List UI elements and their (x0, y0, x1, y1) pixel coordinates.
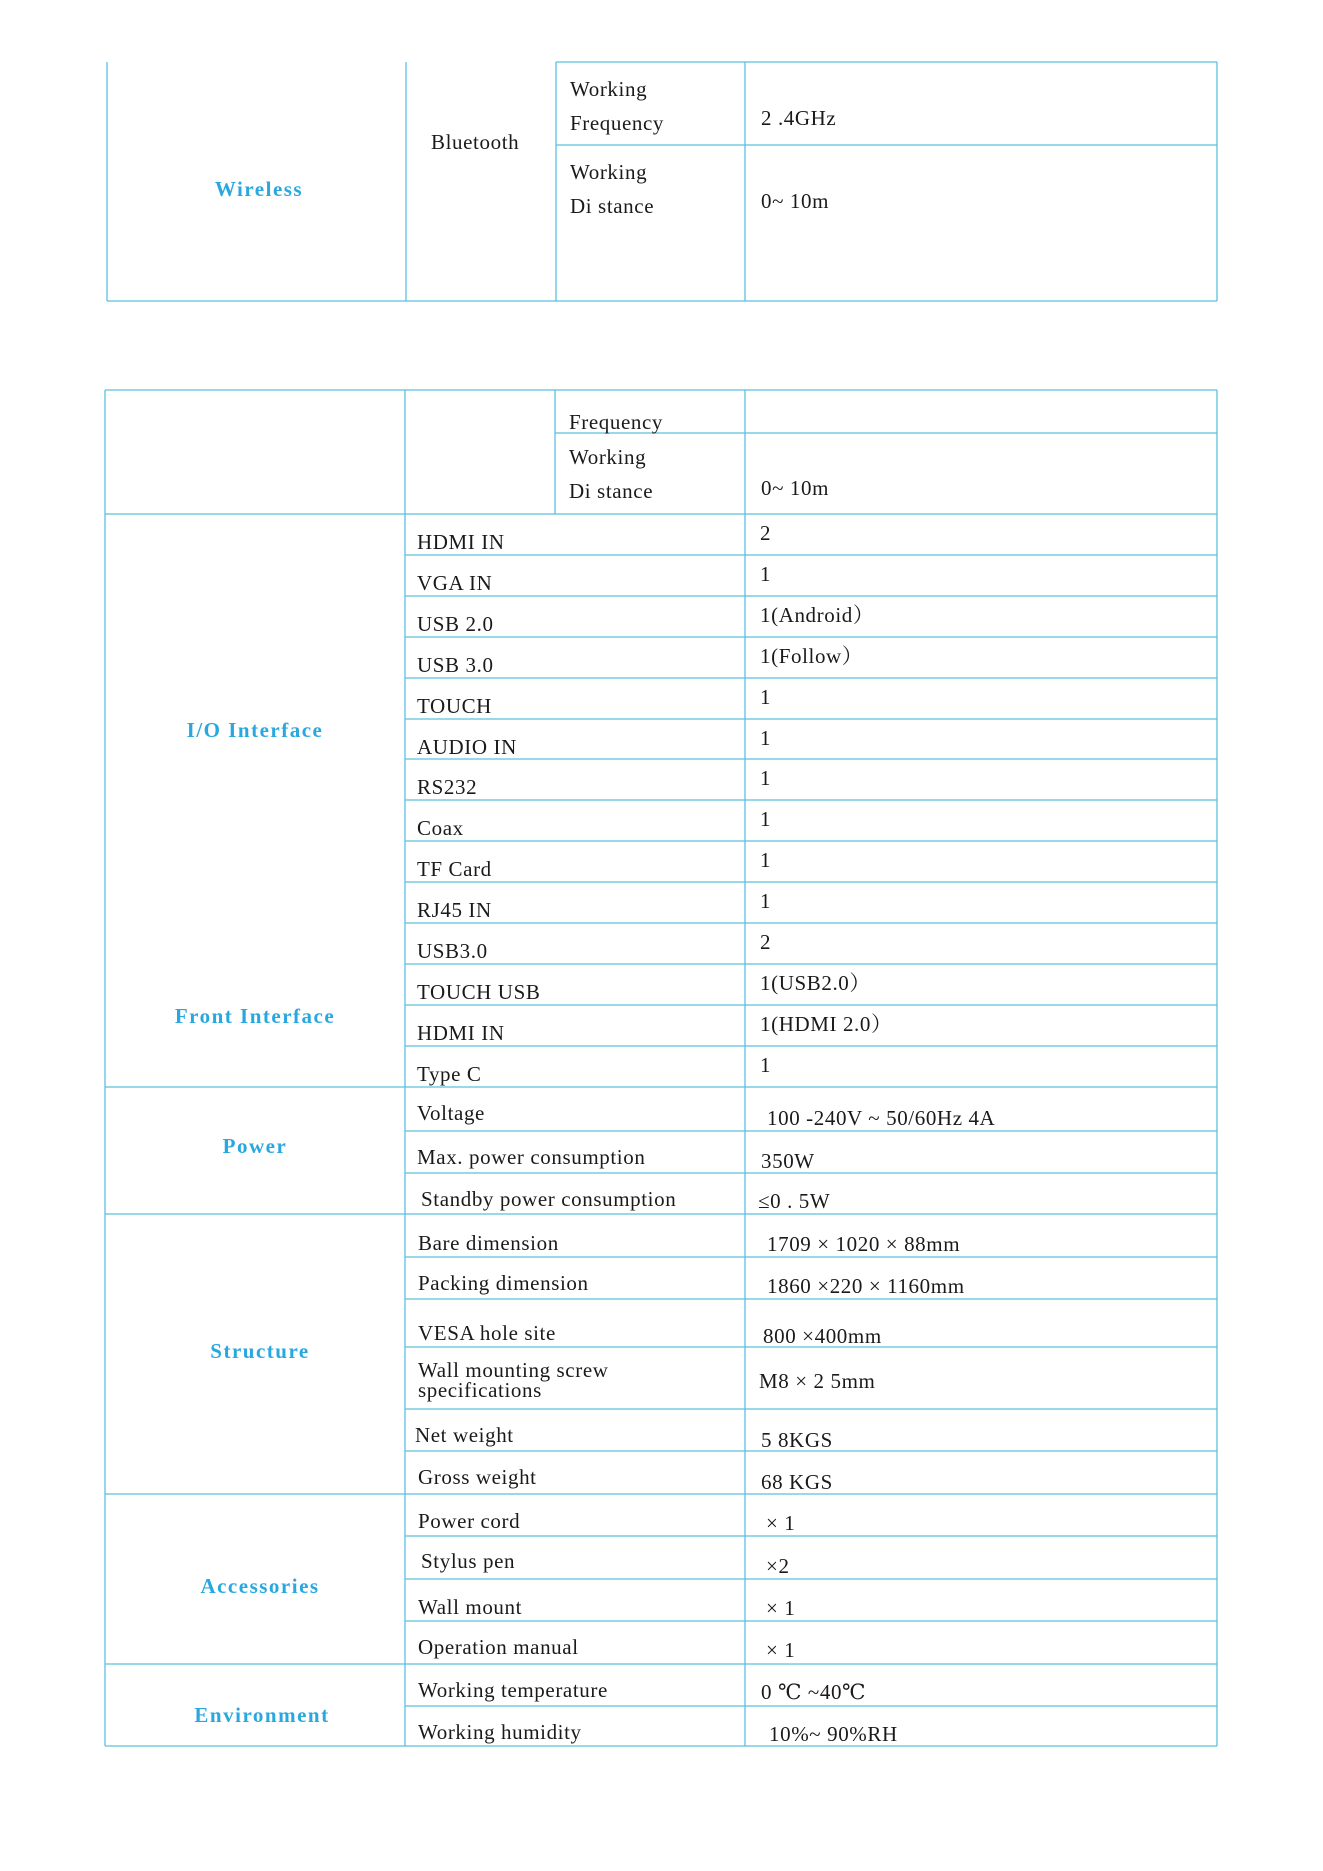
io-row-label: TF Card (417, 857, 492, 881)
wireless-cont-distance-label: Working Di stance (569, 445, 654, 503)
front-row-label: USB3.0 (417, 939, 488, 963)
structure-row-label: Net weight (415, 1423, 514, 1447)
accessories-row-value: × 1 (766, 1511, 796, 1535)
io-row-label: TOUCH (417, 694, 492, 718)
power-row-value: 350W (761, 1149, 815, 1173)
accessories-row-value: × 1 (766, 1596, 796, 1620)
io-row-label: VGA IN (417, 571, 493, 595)
io-row-label: Coax (417, 816, 464, 840)
io-row-label: USB 3.0 (417, 653, 494, 677)
category-accessories: Accessories (200, 1574, 320, 1598)
structure-row-label: Gross weight (418, 1465, 537, 1489)
accessories-row-value: ×2 (766, 1554, 790, 1578)
environment-row-label: Working temperature (418, 1678, 608, 1702)
io-row-value: 1 (760, 848, 772, 872)
wireless-frequency-value: 2 .4GHz (761, 106, 837, 130)
wireless-cont-distance-value: 0~ 10m (761, 476, 830, 500)
io-row-value: 1 (760, 889, 772, 913)
category-power: Power (222, 1134, 288, 1158)
front-row-value: 2 (760, 930, 772, 954)
io-row-label: RJ45 IN (417, 898, 492, 922)
io-row-value: 1(Follow） (760, 644, 864, 668)
accessories-row-value: × 1 (766, 1638, 796, 1662)
accessories-row-label: Power cord (418, 1509, 521, 1533)
io-row-value: 1 (760, 807, 772, 831)
power-row-label: Standby power consumption (421, 1187, 677, 1211)
power-row-label: Max. power consumption (417, 1145, 646, 1169)
category-wireless: Wireless (214, 177, 304, 201)
front-row-label: HDMI IN (417, 1021, 505, 1045)
accessories-row-label: Operation manual (418, 1635, 579, 1659)
accessories-row-label: Wall mount (418, 1595, 523, 1619)
structure-row-value: 1709 × 1020 × 88mm (767, 1232, 961, 1256)
structure-row-label: Bare dimension (418, 1231, 559, 1255)
wireless-cont-frequency-label: Frequency (569, 410, 664, 434)
structure-row-label: Wall mounting screw specifications (418, 1358, 609, 1402)
environment-row-value: 10%~ 90%RH (769, 1722, 898, 1746)
wireless-distance-value: 0~ 10m (761, 189, 830, 213)
io-row-value: 1 (760, 726, 772, 750)
structure-row-value: 800 ×400mm (763, 1324, 882, 1348)
accessories-row-label: Stylus pen (421, 1549, 516, 1573)
front-row-label: TOUCH USB (417, 980, 541, 1004)
structure-row-label: Packing dimension (418, 1271, 589, 1295)
structure-row-value: M8 × 2 5mm (759, 1369, 876, 1393)
category-io-interface: I/O Interface (186, 718, 324, 742)
front-row-value: 1(USB2.0） (760, 971, 871, 995)
category-environment: Environment (194, 1703, 330, 1727)
io-row-value: 1 (760, 562, 772, 586)
front-row-value: 1 (760, 1053, 772, 1077)
wireless-distance-label: Working Di stance (570, 160, 655, 218)
io-row-label: USB 2.0 (417, 612, 494, 636)
environment-row-label: Working humidity (418, 1720, 582, 1744)
structure-row-label: VESA hole site (418, 1321, 556, 1345)
front-row-value: 1(HDMI 2.0） (760, 1012, 893, 1036)
io-row-value: 2 (760, 521, 772, 545)
io-row-label: HDMI IN (417, 530, 505, 554)
environment-row-value: 0 ℃ ~40℃ (761, 1680, 867, 1704)
io-row-value: 1 (760, 766, 772, 790)
subcategory-bluetooth: Bluetooth (431, 130, 520, 154)
io-row-value: 1(Android） (760, 603, 875, 627)
io-row-value: 1 (760, 685, 772, 709)
front-row-label: Type C (417, 1062, 482, 1086)
wireless-frequency-label: Working Frequency (570, 77, 665, 135)
power-row-value: 100 -240V ~ 50/60Hz 4A (767, 1106, 996, 1130)
category-front-interface: Front Interface (174, 1004, 336, 1028)
category-structure: Structure (210, 1339, 310, 1363)
power-row-value: ≤0 . 5W (758, 1189, 831, 1213)
power-row-label: Voltage (417, 1101, 485, 1125)
structure-row-value: 68 KGS (761, 1470, 833, 1494)
io-row-label: RS232 (417, 775, 478, 799)
structure-row-value: 5 8KGS (761, 1428, 833, 1452)
io-row-label: AUDIO IN (417, 735, 517, 759)
structure-row-value: 1860 ×220 × 1160mm (767, 1274, 965, 1298)
